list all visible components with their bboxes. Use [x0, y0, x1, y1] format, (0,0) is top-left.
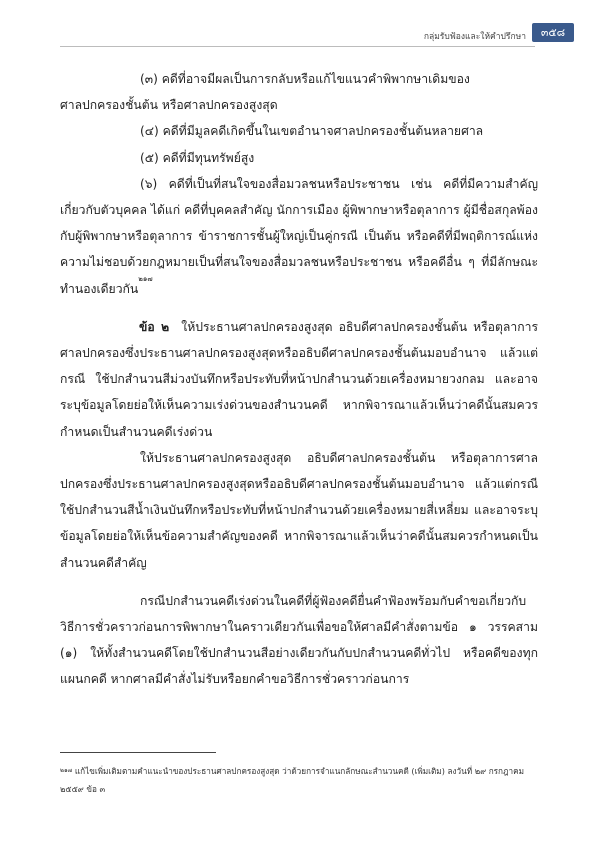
item-3-line-1: (๓) คดีที่อาจมีผลเป็นการกลับหรือแก้ไขแนวคำพิพากษาเดิมของ	[140, 72, 470, 86]
footnote-reference[interactable]: ๒๑๗	[138, 274, 153, 283]
document-body	[60, 66, 538, 693]
header-divider	[60, 46, 535, 47]
clause-2-text: ให้ประธานศาลปกครองสูงสุด อธิบดีศาลปกครองชั้นต้น หรือตุลาการศาลปกครองซึ่งประธานศาลปกครองสูงสุดหรืออธิบดีศาลปกครองชั้นต้นมอบอำนาจ แล้วแต่กรณี ใช้ปกสำนวนสีม่วงบันทึกหรือประทับที่หน้าปกสำนวนด้วยเครื่องหมายวงกลม และอาจระบุข้อมูลโดยย่อให้เห็นความเร่งด่วนของสำนวนคดี หากพิจารณาแล้วเห็นว่าคดีนั้นสมควรกำหนดเป็นสำนวนคดีเร่งด่วน	[60, 319, 538, 439]
item-6	[60, 171, 538, 302]
footnote-text: แก้ไขเพิ่มเติมตามคำแนะนำของประธานศาลปกครองสูงสุด ว่าด้วยการจำแนกลักษณะสำนวนคดี (เพิ่มเติม) ลงวันที่ ๒๙ กรกฎาคม ๒๕๕๙ ข้อ ๓	[60, 766, 524, 794]
paragraph-2: ให้ประธานศาลปกครองสูงสุด อธิบดีศาลปกครองชั้นต้น หรือตุลาการศาลปกครองซึ่งประธานศาลปกครองสูงสุดหรืออธิบดีศาลปกครองชั้นต้นมอบอำนาจ แล้วแต่กรณี ใช้ปกสำนวนสีน้ำเงินบันทึกหรือประทับที่หน้าปกสำนวนด้วยเครื่องหมายสี่เหลี่ยม และอาจระบุข้อมูลโดยย่อให้เห็นข้อความสำคัญของคดี หากพิจารณาแล้วเห็นว่าคดีนั้นสมควรกำหนดเป็นสำนวนคดีสำคัญ	[60, 450, 538, 570]
item-5: (๕) คดีที่มีทุนทรัพย์สูง	[140, 150, 255, 165]
footnote-divider	[60, 752, 216, 753]
footnote-marker: ๒๑๗	[60, 767, 73, 774]
item-4: (๔) คดีที่มีมูลคดีเกิดขึ้นในเขตอำนาจศาลปกครองชั้นต้นหลายศาล	[140, 124, 484, 139]
item-6-text: (๖) คดีที่เป็นที่สนใจของสื่อมวลชนหรือประชาชน เช่น คดีที่มีความสำคัญเกี่ยวกับตัวบุคคล ได้แก่ คดีที่บุคคลสำคัญ นักการเมือง ผู้พิพากษาหรือตุลาการ ผู้มีชื่อสกุลพ้องกับผู้พิพากษาหรือตุลาการ ข้าราชการชั้นผู้ใหญ่เป็นคู่กรณี เป็นต้น หรือคดีที่มีพฤติการณ์แห่งความไม่ชอบด้วยกฎหมายเป็นที่สนใจของสื่อมวลชนหรือประชาชน หรือคดีอื่น ๆ ที่มีลักษณะทำนองเดียวกัน	[60, 176, 538, 296]
footnote	[60, 762, 538, 798]
page-number-badge: ๓๕๘	[532, 23, 574, 42]
paragraph-3: กรณีปกสำนวนคดีเร่งด่วนในคดีที่ผู้ฟ้องคดียื่นคำฟ้องพร้อมกับคำขอเกี่ยวกับวิธีการชั่วคราวก่อนการพิพากษาในคราวเดียวกันเพื่อขอให้ศาลมีคำสั่งตามข้อ ๑ วรรคสาม (๑) ให้ทั้งสำนวนคดีโดยใช้ปกสำนวนสีอย่างเดียวกันกับปกสำนวนคดีทั่วไป หรือคดีของทุกแผนกคดี หากศาลมีคำสั่งไม่รับหรือยกคำขอวิธีการชั่วคราวก่อนการ	[60, 593, 538, 687]
clause-2	[60, 314, 538, 445]
clause-2-heading: ข้อ ๒	[139, 319, 170, 334]
running-header: กลุ่มรับฟ้องและให้คำปรึกษา	[423, 32, 526, 42]
item-3-line-2: ศาลปกครองชั้นต้น หรือศาลปกครองสูงสุด	[60, 98, 278, 113]
